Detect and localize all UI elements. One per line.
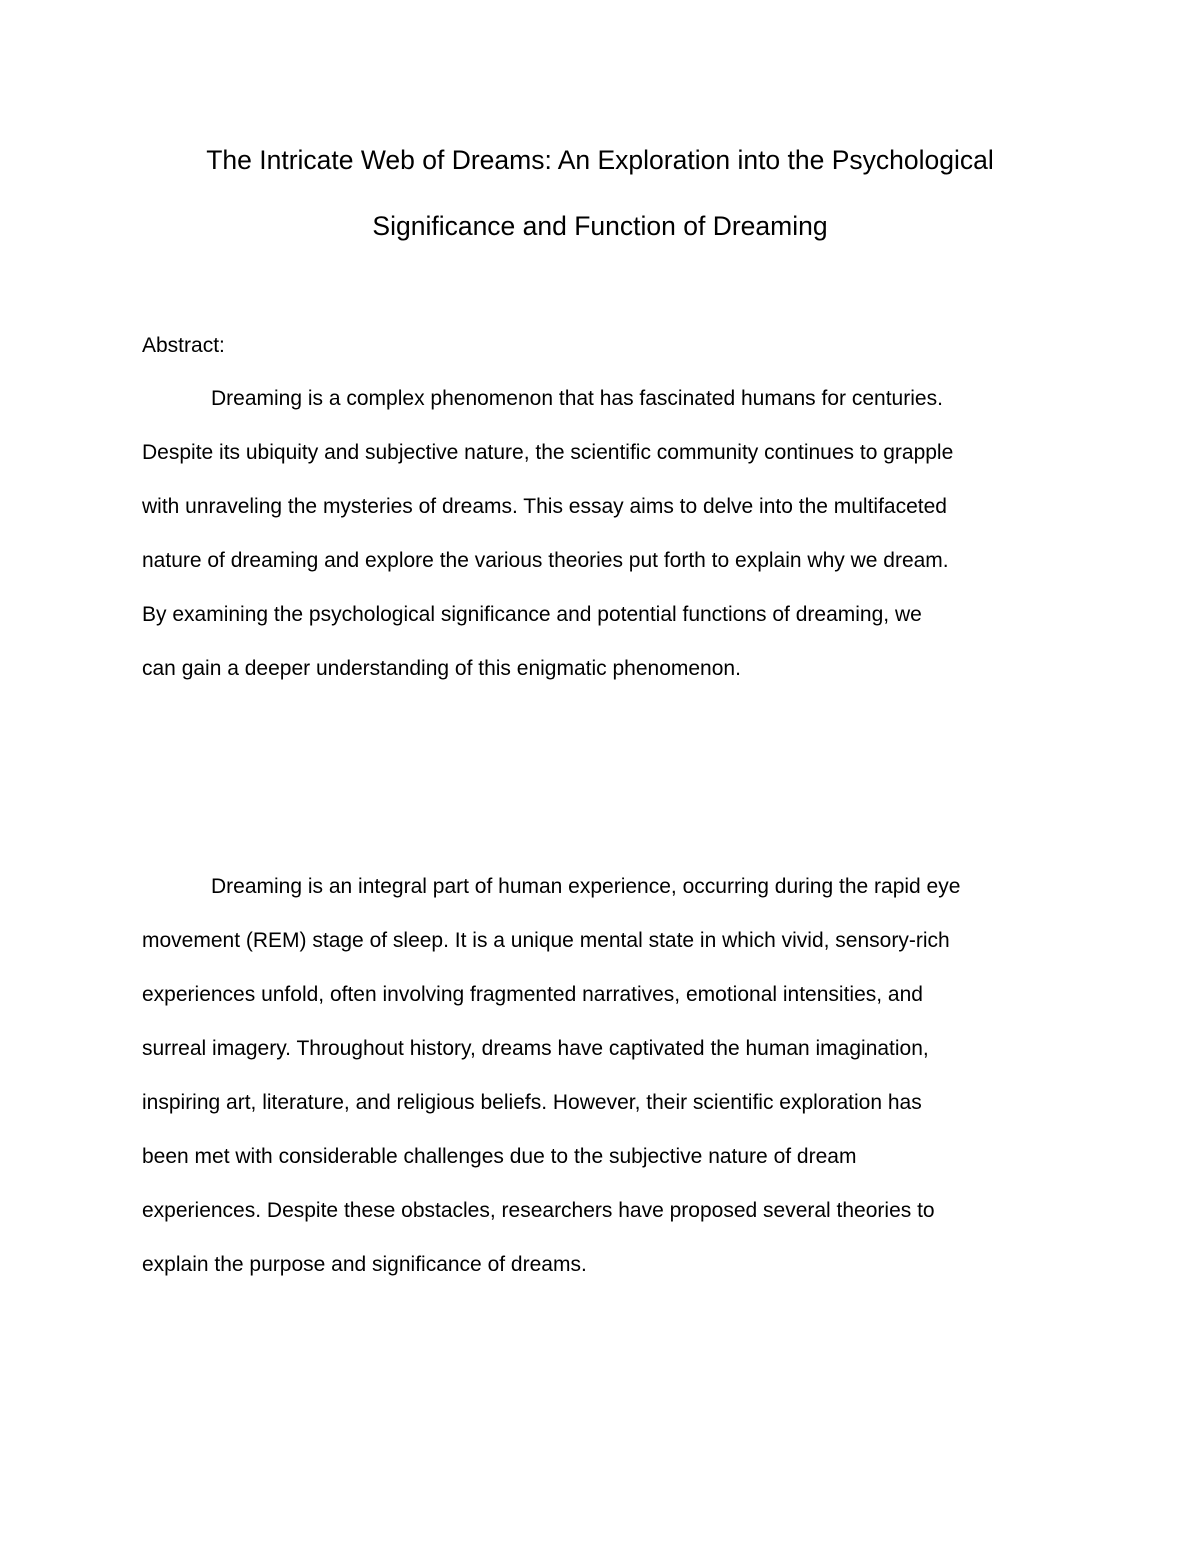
- body-line: surreal imagery. Throughout history, dreams have captivated the human imagination,: [142, 1037, 929, 1060]
- abstract-line: Dreaming is a complex phenomenon that has fascinated humans for centuries.: [211, 387, 943, 410]
- abstract-paragraph: [142, 385, 1082, 709]
- abstract-line: can gain a deeper understanding of this enigmatic phenomenon.: [142, 657, 741, 680]
- document-title-line-1: The Intricate Web of Dreams: An Exploration into the Psychological: [206, 145, 994, 175]
- abstract-line: Despite its ubiquity and subjective nature, the scientific community continues to grapple: [142, 441, 954, 464]
- abstract-heading: Abstract:: [142, 334, 225, 357]
- abstract-line: with unraveling the mysteries of dreams. This essay aims to delve into the multifaceted: [142, 495, 947, 518]
- abstract-line: nature of dreaming and explore the various theories put forth to explain why we dream.: [142, 549, 949, 572]
- body-line: movement (REM) stage of sleep. It is a unique mental state in which vivid, sensory-rich: [142, 929, 950, 952]
- body-line: Dreaming is an integral part of human experience, occurring during the rapid eye: [211, 875, 961, 898]
- body-line: experiences. Despite these obstacles, researchers have proposed several theories to: [142, 1199, 935, 1222]
- body-line: experiences unfold, often involving fragmented narratives, emotional intensities, and: [142, 983, 923, 1006]
- document-title-line-2: Significance and Function of Dreaming: [372, 211, 828, 241]
- body-paragraph: [142, 873, 1082, 1305]
- body-line: been met with considerable challenges due to the subjective nature of dream: [142, 1145, 857, 1168]
- abstract-line: By examining the psychological significance and potential functions of dreaming, we: [142, 603, 922, 626]
- body-line: explain the purpose and significance of dreams.: [142, 1253, 587, 1276]
- body-line: inspiring art, literature, and religious beliefs. However, their scientific exploration has: [142, 1091, 922, 1114]
